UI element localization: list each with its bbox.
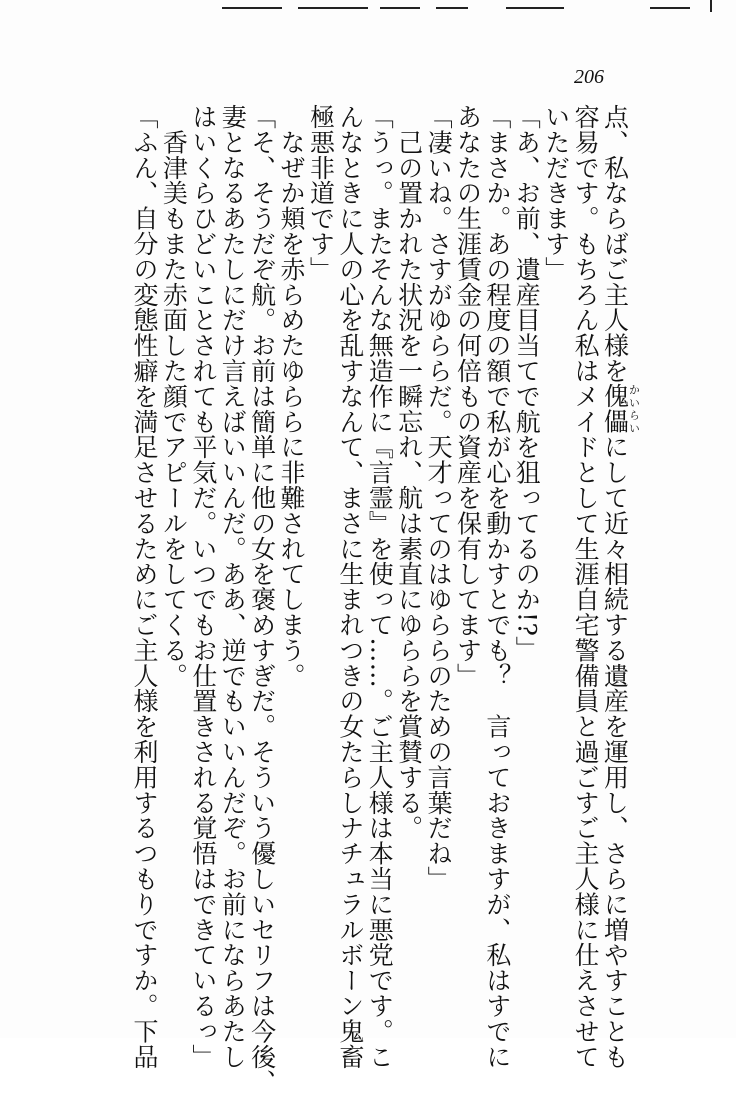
- text-column: はいくらひどいことされても平気だ。いつでもお仕置きされる覚悟はできているっ」: [188, 104, 218, 1070]
- scan-edge-line: [650, 0, 690, 9]
- scan-edge-line: [222, 0, 282, 9]
- text-column: 極悪非道です」: [306, 104, 336, 282]
- scan-edge-line: [298, 0, 368, 9]
- text-column: 「そ、そうだぞ航。お前は簡単に他の女を褒めすぎだ。そういう優しいセリフは今後、: [247, 104, 277, 1095]
- vertical-text-body: [60, 104, 641, 1095]
- text-column: 香津美もまた赤面した顔でアピールをしてくる。: [159, 104, 189, 689]
- text-column: あなたの生涯賃金の何倍もの資産を保有してます」: [453, 104, 483, 689]
- text-column: 妻となるあたしにだけ言えばいいんだ。ああ、逆でもいいんだぞ。お前にならあたし: [218, 104, 248, 1070]
- text-column: 「まさか。あの程度の額で私が心を動かすとでも？ 言っておきますが、私はすでに: [482, 104, 512, 1070]
- ruby-reading: かいらい: [627, 383, 641, 435]
- scan-edge-tick: [710, 0, 712, 12]
- text-column: なぜか頬を赤らめたゆららに非難されてしまう。: [277, 104, 307, 689]
- ruby-annotation: 傀儡かいらい: [600, 383, 641, 435]
- text-column: 容易です。もちろん私はメイドとして生涯自宅警備員と過ごすご主人様に仕えさせて: [571, 104, 601, 1070]
- text-column: 「あ、お前、遺産目当てで航を狙ってるのか!?」: [512, 104, 542, 662]
- text-column: 「うっ。またそんな無造作に『言霊』を使って……。ご主人様は本当に悪党です。こ: [365, 104, 395, 1070]
- scan-edge-line: [436, 0, 468, 9]
- text-column: いただきます」: [541, 104, 571, 282]
- page-number: 206: [574, 66, 604, 88]
- scan-edge-line: [506, 0, 564, 9]
- text-column: 「ふん、自分の変態性癖を満足させるためにご主人様を利用するつもりですか。下品: [130, 104, 159, 1070]
- text-column: 「凄いね。さすがゆららだ。天才ってのはゆららのための言葉だね」: [424, 104, 454, 892]
- text-column: 点、私ならばご主人様を傀儡かいらいにして近々相続する遺産を運用し、さらに増やすことも: [600, 104, 641, 1070]
- text-column: 己の置かれた状況を一瞬忘れ、航は素直にゆららを賞賛する。: [394, 104, 424, 841]
- text-column: んなときに人の心を乱すなんて、まさに生まれつきの女たらしナチュラルボーン鬼畜: [335, 104, 365, 1070]
- scan-edge-line: [380, 0, 420, 9]
